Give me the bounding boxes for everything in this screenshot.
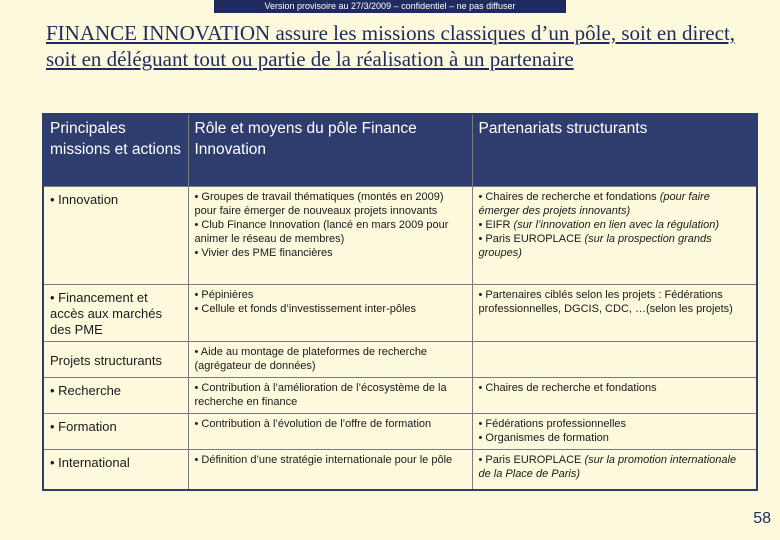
partner-line	[479, 190, 751, 218]
partner-line	[479, 232, 751, 260]
table-row	[43, 378, 757, 414]
mission-cell: • Formation	[43, 414, 188, 450]
partner-name: • Chaires de recherche et fondations	[478, 191, 660, 203]
role-line: • Pépinières	[194, 289, 254, 301]
mission-cell: Projets structurants	[43, 342, 188, 378]
role-cell	[188, 450, 472, 490]
confidentiality-banner: Version provisoire au 27/3/2009 – confidentiel – ne pas diffuser	[214, 0, 566, 13]
partners-cell	[472, 342, 757, 378]
table-row	[43, 187, 757, 285]
partner-note: (sur la prospection grands groupes)	[478, 233, 712, 259]
partners-cell	[472, 378, 757, 414]
partner-line: • Partenaires ciblés selon les projets : Fédérations professionnelles, DGCIS, CDC, …(selon les projets)	[478, 289, 733, 315]
partners-cell	[472, 450, 757, 490]
table-row	[43, 342, 757, 378]
role-cell	[188, 285, 472, 342]
table-row	[43, 414, 757, 450]
partner-line: • Organismes de formation	[478, 432, 609, 444]
partner-line	[479, 453, 751, 481]
role-line: • Aide au montage de plateformes de recherche (agrégateur de données)	[194, 346, 428, 372]
mission-cell: • Financement et accès aux marchés des PME	[43, 285, 188, 342]
mission-cell: • International	[43, 450, 188, 490]
page-title: FINANCE INNOVATION assure les missions classiques d’un pôle, soit en direct, soit en déléguant tout ou partie de la réalisation à un partenaire	[46, 21, 736, 71]
role-cell	[188, 342, 472, 378]
mission-cell: • Innovation	[43, 187, 188, 285]
role-cell	[188, 187, 472, 285]
role-line: • Club Finance Innovation (lancé en mars 2009 pour animer le réseau de membres)	[194, 219, 449, 245]
partners-cell	[472, 414, 757, 450]
header-role: Rôle et moyens du pôle Finance Innovation	[188, 114, 472, 187]
page-number: 58	[753, 510, 771, 527]
partners-cell	[472, 285, 757, 342]
role-line: • Contribution à l’évolution de l’offre de formation	[194, 418, 432, 430]
partner-note: (sur la promotion internationale de la Place de Paris)	[478, 454, 737, 480]
role-line: • Cellule et fonds d’investissement inter-pôles	[194, 303, 417, 315]
partner-name: • Paris EUROPLACE	[478, 454, 585, 466]
role-cell	[188, 414, 472, 450]
role-line: • Groupes de travail thématiques (montés en 2009) pour faire émerger de nouveaux projets innovants	[194, 191, 444, 217]
partner-note: (pour faire émerger des projets innovants)	[478, 191, 710, 217]
partner-line: • Fédérations professionnelles	[478, 418, 627, 430]
role-line: • Vivier des PME financières	[194, 247, 333, 259]
partner-line: • Chaires de recherche et fondations	[478, 382, 657, 394]
missions-table	[42, 113, 758, 491]
partner-line	[479, 218, 751, 232]
table-row	[43, 450, 757, 490]
header-partners: Partenariats structurants	[472, 114, 757, 187]
role-cell	[188, 378, 472, 414]
partner-name: • Paris EUROPLACE	[478, 233, 585, 245]
role-line: • Contribution à l’amélioration de l’écosystème de la recherche en finance	[194, 382, 447, 408]
table-header-row	[43, 114, 757, 187]
partner-note: (sur l’innovation en lien avec la régulation)	[513, 219, 719, 231]
role-line: • Définition d’une stratégie internationale pour le pôle	[194, 454, 453, 466]
partners-cell	[472, 187, 757, 285]
mission-cell: • Recherche	[43, 378, 188, 414]
partner-name: • EIFR	[478, 219, 514, 231]
table-row	[43, 285, 757, 342]
header-missions: Principales missions et actions	[43, 114, 188, 187]
